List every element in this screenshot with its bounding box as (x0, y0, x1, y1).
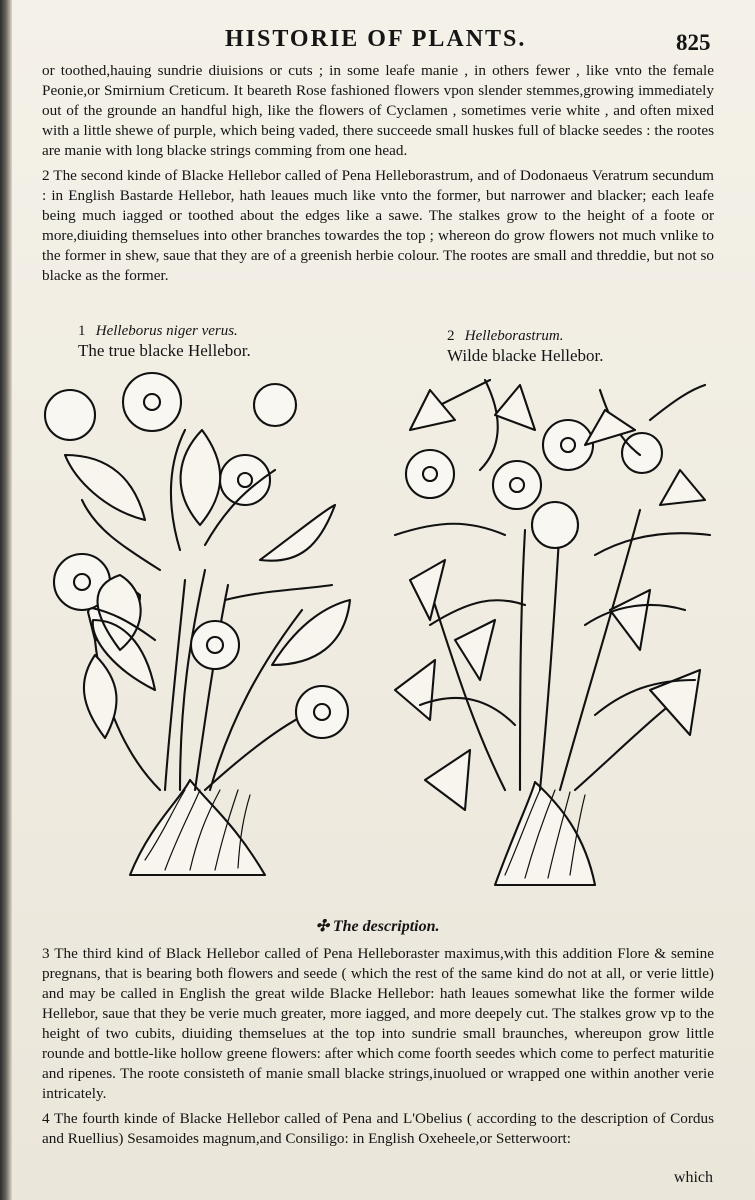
left-figure-number: 1 (78, 323, 86, 339)
left-figure-latin-name: Helleborus niger verus. (95, 323, 238, 339)
page-number: 825 (676, 30, 711, 55)
left-figure-english-name: The true blacke Hellebor. (78, 341, 251, 360)
paragraph-continuation: or toothed,hauing sundrie diuisions or cuts ; in some leafe manie , in others fewer , like vnto the female Peonie,or Smirnium Creticum. It beareth Rose fashioned flowers vpon slender stemmes,growing immediately out of the grounde an handful high, like the flowers of Cyclamen , sometimes verie white , and often mixed with a little shewe of purple, which being vaded, there succeede small huskes full of blacke seedes : the rootes are manie with long blacke strings comming from one head. (42, 62, 714, 159)
right-figure-number: 2 (447, 328, 455, 344)
paragraph-fourth-kind: 4 The fourth kinde of Blacke Hellebor called of Pena and L'Obelius ( according to the description of Cordus and Ruellius) Sesamoides magnum,and Consiligo: in English Oxeheele,or Setterwoort: (42, 1110, 714, 1147)
asterism-icon: ✣ (315, 918, 333, 935)
paragraph-second-kind: 2 The second kinde of Blacke Hellebor called of Pena Helleborastrum, and of Dodonaeus Veratrum secundum : in English Bastarde Hellebor, hath leaues much like vnto the former, but narrower and blacker; each leafe being much iagged or toothed about the edges like a sawe. The stalkes grow to the height of a foote or more,diuiding themselues into other branches towardes the top ; whereon do grow flowers not much vnlike to the former in shew, saue that they are of a greenish herbie colour. The rootes are small and threddie, but not so blacke as the former. (42, 167, 714, 284)
description-heading: ✣ The description. (315, 918, 440, 935)
paragraph-third-kind: 3 The third kind of Black Hellebor called of Pena Helleboraster maximus,with this addition Flore & semine pregnans, that is bearing both flowers and seede ( which the rest of the same kind do not at all, or verie little) and may be called in English the great wilde Blacke Hellebor: hath leaues somewhat like the former wilde Hellebor, saue that they be verie much greater, more iagged, and more deepely cut. The stalkes grow vp to the height of two cubits, diuiding themselues at the top into sundrie small braunches, whereupon grow little rounde and bottle-like hollow greene flowers: after which come foorth seedes which come to perfect maturitie and ripenes. The roote consisteth of manie small blacke strings,inuolued or wrapped one within another verie intricately. (42, 945, 714, 1102)
left-plant-illustration (45, 373, 350, 875)
catchword: which (673, 1169, 713, 1186)
running-title: HISTORIE OF PLANTS. (225, 26, 527, 52)
right-figure-english-name: Wilde blacke Hellebor. (447, 346, 604, 365)
right-plant-illustration (395, 380, 710, 885)
closing-text (42, 944, 714, 1154)
right-figure-latin-name: Helleborastrum. (464, 328, 564, 344)
